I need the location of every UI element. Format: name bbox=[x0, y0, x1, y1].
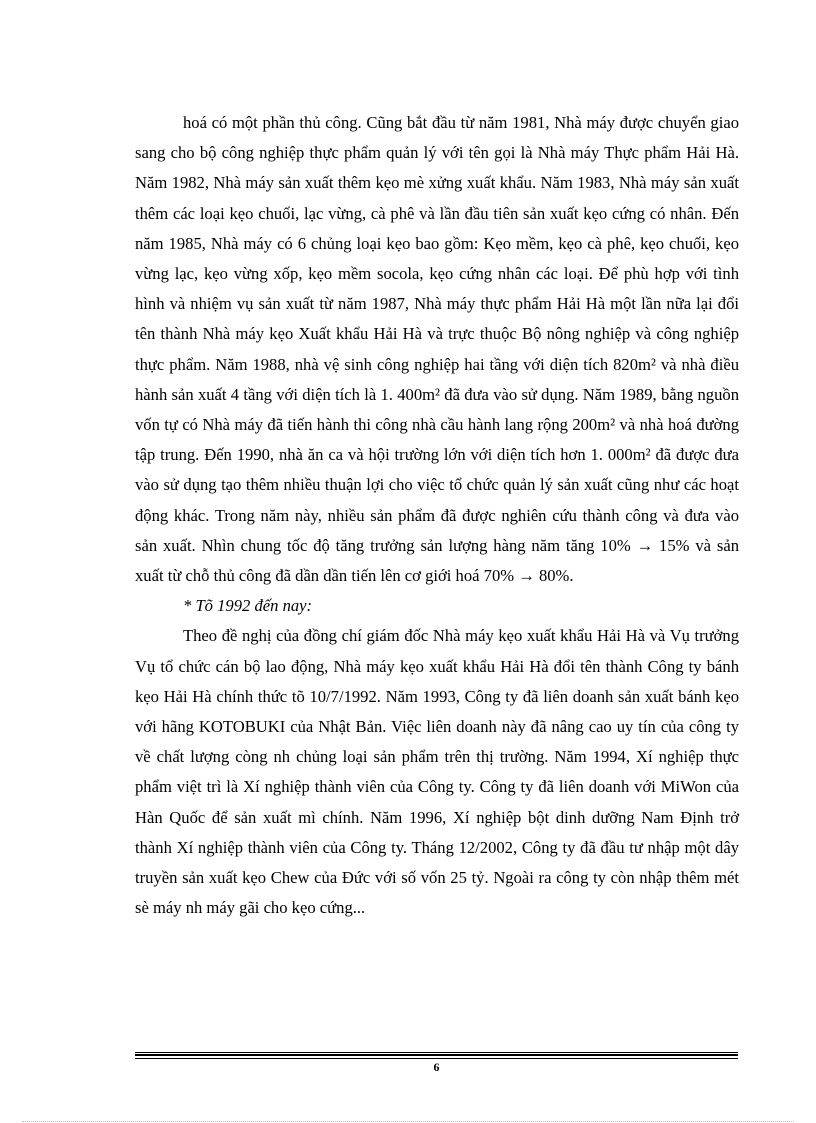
paragraph-history-1992-present: Theo đề nghị của đồng chí giám đốc Nhà máy kẹo xuất khẩu Hải Hà và Vụ trưởng Vụ tổ chức cán bộ lao động, Nhà máy kẹo xuất khẩu Hải Hà đổi tên thành Công ty bánh kẹo Hải Hà chính thức tõ 10/7/1992. Năm 1993, Công ty đã liên doanh sản xuất bánh kẹo với hãng KOTOBUKI của Nhật Bản. Việc liên doanh này đã nâng cao uy tín của công ty về chất lượng còng nh chủng loại sản phẩm trên thị trường. Năm 1994, Xí nghiệp thực phẩm việt trì là Xí nghiệp thành viên của Công ty. Công ty đã liên doanh với MiWon của Hàn Quốc để sản xuất mì chính. Năm 1996, Xí nghiệp bột dinh dưỡng Nam Định trở thành Xí nghiệp thành viên của Công ty. Tháng 12/2002, Công ty đã đầu tư nhập một dây truyền sản xuất kẹo Chew của Đức với số vốn 25 tỷ. Ngoài ra công ty còn nhập thêm mét sè máy nh máy gãi cho kẹo cứng... bbox=[135, 626, 739, 918]
body-text bbox=[135, 108, 739, 923]
footer-rule-top bbox=[135, 1052, 738, 1053]
footer-rule-bottom bbox=[135, 1058, 738, 1059]
page-edge-divider bbox=[22, 1121, 794, 1122]
footer-rule-middle bbox=[135, 1054, 738, 1056]
paragraph-history-1981-1990: hoá có một phần thủ công. Cũng bắt đầu từ năm 1981, Nhà máy được chuyển giao sang cho bộ công nghiệp thực phẩm quản lý với tên gọi là Nhà máy Thực phẩm Hải Hà. Năm 1982, Nhà máy sản xuất thêm kẹo mè xửng xuất khẩu. Năm 1983, Nhà máy sản xuất thêm các loại kẹo chuối, lạc vừng, cà phê và lần đầu tiên sản xuất kẹo cứng có nhân. Đến năm 1985, Nhà máy có 6 chủng loại kẹo bao gồm: Kẹo mềm, kẹo cà phê, kẹo chuối, kẹo vừng lạc, kẹo vừng xốp, kẹo mềm socola, kẹo cứng nhân các loại. Để phù hợp với tình hình và nhiệm vụ sản xuất từ năm 1987, Nhà máy thực phẩm Hải Hà một lần nữa lại đổi tên thành Nhà máy kẹo Xuất khẩu Hải Hà và trực thuộc Bộ nông nghiệp và công nghiệp thực phẩm. Năm 1988, nhà vệ sinh công nghiệp hai tầng với diện tích 820m² và nhà điều hành sản xuất 4 tầng với diện tích là 1. 400m² đã đưa vào sử dụng. Năm 1989, bằng nguồn vốn tự có Nhà máy đã tiến hành thi công nhà cầu hành lang rộng 200m² và nhà hoá đường tập trung. Đến 1990, nhà ăn ca và hội trường lớn với diện tích hơn 1. 000m² đã được đưa vào sử dụng tạo thêm nhiều thuận lợi cho việc tổ chức quản lý sản xuất cũng như các hoạt động khác. Trong năm này, nhiều sản phẩm đã được nghiên cứu thành công và đưa vào sản xuất. Nhìn chung tốc độ tăng trưởng sản lượng hàng năm tăng 10% → 15% và sản xuất từ chỗ thủ công đã dần dần tiến lên cơ giới hoá 70% → 80%. bbox=[135, 113, 739, 586]
section-heading-1992: * Tõ 1992 đến nay: bbox=[183, 596, 313, 616]
page-number: 6 bbox=[433, 1060, 440, 1074]
